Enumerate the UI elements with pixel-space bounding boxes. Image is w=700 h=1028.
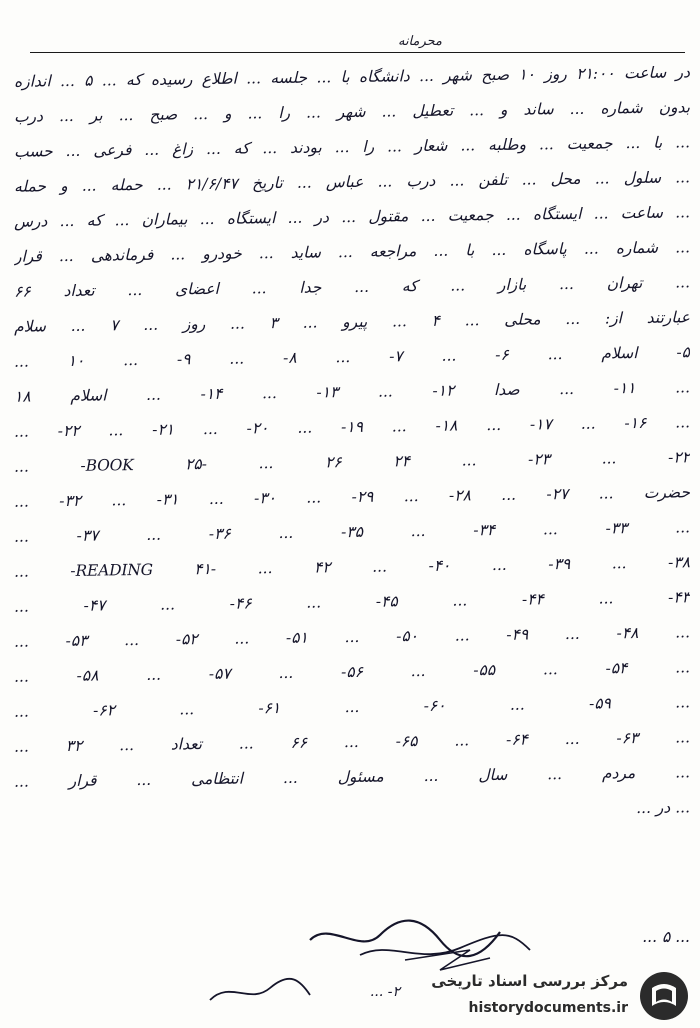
text-line: ... ۵۹- ... ۶۰- ... ۶۱- ... ۶۲- ... — [13, 693, 691, 721]
handwritten-text-body — [14, 60, 690, 830]
watermark — [392, 966, 698, 1026]
text-line: ... ۱۶- ... ۱۷- ... ۱۸- ... ۱۹- ... ۲۰- ... ۲۱- ... ۲۲- ... — [13, 413, 691, 441]
signatory-line: ۲- ... — [369, 984, 400, 1000]
watermark-url: historydocuments.ir — [468, 1000, 628, 1016]
text-line: ... شماره ... پاسگاه ... با ... مراجعه ... ساید ... خودرو ... فرماندهی ... قرار — [13, 238, 691, 266]
text-line: ... ۱۱- ... صدا ۱۲- ... ۱۳- ... ۱۴- ... اسلام ۱۸ — [13, 378, 691, 406]
text-line: ... با ... جمعیت ... وطلبه ... شعار ... را ... بودند ... که ... زاغ ... فرعی ... حسب — [13, 133, 691, 161]
text-line: ... ۴۸- ... ۴۹- ... ۵۰- ... ۵۱- ... ۵۲- ... ۵۳- ... — [13, 623, 691, 651]
text-line: ۴۳- ... ۴۴- ... ۴۵- ... ۴۶- ... ۴۷- ... — [13, 588, 691, 616]
text-line: بدون شماره ... ساند و ... تعطیل ... شهر ... را ... و ... صبح ... بر ... درب — [13, 98, 691, 126]
text-line: ... سلول ... محل ... تلفن ... درب ... عباس ... تاریخ ۲۱/۶/۴۷ ... حمله ... و حمله — [13, 168, 691, 196]
text-line: ... در ... — [636, 798, 691, 818]
archive-logo-icon — [638, 970, 690, 1022]
text-line: ۲۲- ... ۲۳- ... ۲۴ BOOK ۲۵- ... ۲۶- ... — [13, 448, 691, 476]
text-line: ... ۶۳- ... ۶۴- ... ۶۵- ... ۶۶ ... تعداد ... ۳۲ ... — [13, 728, 691, 756]
text-line: ... ساعت ... ایستگاه ... جمعیت ... مقتول ... در ... ایستگاه ... بیماران ... که ... درس — [13, 203, 691, 231]
top-rule-divider — [30, 52, 685, 53]
text-line: ... تهران ... بازار ... که ... جدا ... اعضای ... تعداد ۶۶ — [13, 273, 691, 301]
watermark-title: مرکز بررسی اسناد تاریخی — [431, 972, 628, 990]
text-line: عبارتند از: ... محلی ... ۴ ... پیرو ... ۳ ... روز ... ۷ ... سلام — [13, 308, 691, 336]
text-line: ۵- اسلام ... ۶- ... ۷- ... ۸- ... ۹- ... ۱۰ ... — [13, 343, 691, 371]
text-line: در ساعت ۲۱:۰۰ روز ۱۰ صبح شهر ... دانشگاه با ... جلسه ... اطلاع رسیده که ... ۵ ... اندازه — [13, 63, 691, 91]
text-line: ... ۳۳- ... ۳۴- ... ۳۵- ... ۳۶- ... ۳۷- ... — [13, 518, 691, 546]
closing-line: ... ۵ ... — [642, 928, 690, 946]
classification-mark: محرمانه — [397, 34, 443, 49]
text-line: ۳۸- ... ۳۹- ... ۴۰- ... READING ۴۱- ... ۴۲- ... — [13, 553, 691, 581]
text-line: ... ۵۴- ... ۵۵- ... ۵۶- ... ۵۷- ... ۵۸- ... — [13, 658, 691, 686]
text-line: حضرت ... ۲۷- ... ۲۸- ... ۲۹- ... ۳۰- ... ۳۱- ... ۳۲- ... — [13, 483, 691, 511]
text-line: ... مردم ... سال ... مسئول ... انتظامی ... قرار ... — [13, 763, 691, 791]
